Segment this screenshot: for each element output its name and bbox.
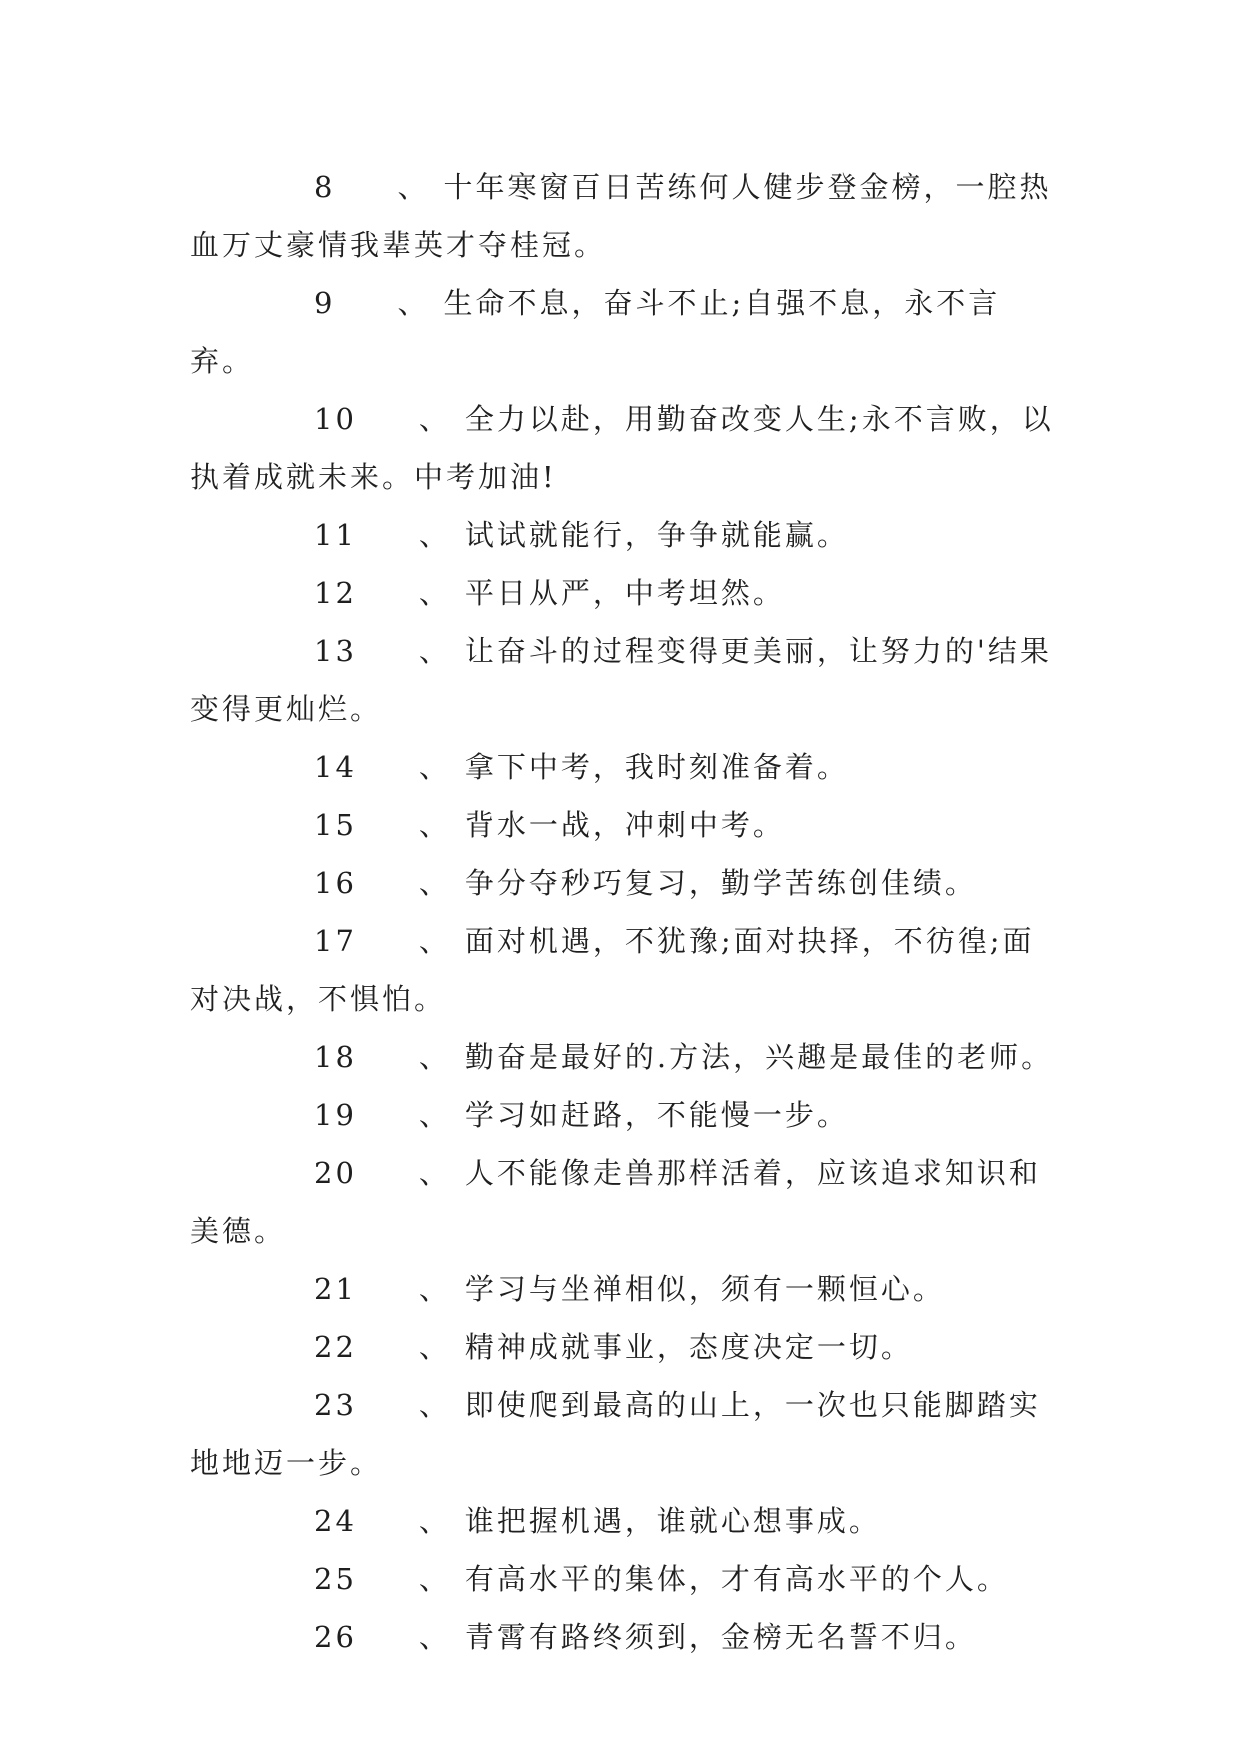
list-item (190, 274, 1056, 390)
item-separator: 、 (418, 576, 451, 610)
item-separator: 、 (418, 808, 451, 842)
item-separator: 、 (418, 866, 451, 900)
list-item (190, 796, 1056, 854)
list-item (190, 564, 1056, 622)
list-item (190, 1550, 1056, 1608)
item-text: 精神成就事业，态度决定一切。 (464, 1330, 913, 1364)
item-text: 谁把握机遇，谁就心想事成。 (464, 1504, 881, 1538)
item-number: 12 (314, 576, 357, 610)
item-separator: 、 (418, 1562, 451, 1596)
item-text: 争分夺秒巧复习，勤学苦练创佳绩。 (464, 866, 977, 900)
item-separator: 、 (418, 1156, 451, 1190)
list-item (190, 1608, 1056, 1666)
item-number: 19 (314, 1098, 357, 1132)
item-number: 9 (314, 286, 336, 320)
item-number: 25 (314, 1562, 357, 1596)
item-separator: 、 (418, 1504, 451, 1538)
item-text: 面对机遇，不犹豫;面对抉择，不彷徨;面对决战，不惧怕。 (190, 924, 1035, 1016)
list-item (190, 1086, 1056, 1144)
item-separator: 、 (397, 286, 430, 320)
item-text: 即使爬到最高的山上，一次也只能脚踏实地地迈一步。 (190, 1388, 1041, 1480)
item-separator: 、 (418, 924, 451, 958)
list-item (190, 1144, 1056, 1260)
list-item (190, 1318, 1056, 1376)
item-text: 生命不息，奋斗不止;自强不息，永不言弃。 (190, 286, 1001, 378)
list-item (190, 1260, 1056, 1318)
list-item (190, 1492, 1056, 1550)
item-text: 拿下中考，我时刻准备着。 (464, 750, 849, 784)
list-item (190, 622, 1056, 738)
slogan-list (190, 158, 1056, 1666)
item-number: 17 (314, 924, 357, 958)
item-number: 18 (314, 1040, 357, 1074)
list-item (190, 390, 1056, 506)
item-separator: 、 (418, 1272, 451, 1306)
item-separator: 、 (418, 518, 451, 552)
item-text: 十年寒窗百日苦练何人健步登金榜，一腔热血万丈豪情我辈英才夺桂冠。 (190, 170, 1052, 262)
item-number: 15 (314, 808, 357, 842)
item-separator: 、 (418, 1388, 451, 1422)
item-number: 10 (314, 402, 357, 436)
item-number: 13 (314, 634, 357, 668)
list-item (190, 854, 1056, 912)
item-text: 试试就能行，争争就能赢。 (464, 518, 849, 552)
item-text: 有高水平的集体，才有高水平的个人。 (464, 1562, 1009, 1596)
list-item (190, 1376, 1056, 1492)
list-item (190, 1028, 1056, 1086)
item-number: 23 (314, 1388, 357, 1422)
list-item (190, 738, 1056, 796)
item-number: 11 (314, 518, 357, 552)
list-item (190, 912, 1056, 1028)
item-separator: 、 (418, 1620, 451, 1654)
item-number: 22 (314, 1330, 357, 1364)
item-separator: 、 (397, 170, 430, 204)
item-text: 青霄有路终须到，金榜无名誓不归。 (464, 1620, 977, 1654)
item-number: 14 (314, 750, 357, 784)
list-item (190, 506, 1056, 564)
item-number: 16 (314, 866, 357, 900)
item-separator: 、 (418, 750, 451, 784)
item-text: 学习与坐禅相似，须有一颗恒心。 (464, 1272, 945, 1306)
item-number: 8 (314, 170, 336, 204)
item-number: 26 (314, 1620, 357, 1654)
item-separator: 、 (418, 634, 451, 668)
item-number: 21 (314, 1272, 357, 1306)
item-separator: 、 (418, 1098, 451, 1132)
item-text: 让奋斗的过程变得更美丽，让努力的'结果变得更灿烂。 (190, 634, 1052, 726)
item-text: 勤奋是最好的.方法，兴趣是最佳的老师。 (464, 1040, 1054, 1074)
item-text: 背水一战，冲刺中考。 (464, 808, 785, 842)
item-text: 全力以赴，用勤奋改变人生;永不言败，以执着成就未来。中考加油! (190, 402, 1054, 494)
item-separator: 、 (418, 402, 451, 436)
item-number: 24 (314, 1504, 357, 1538)
item-separator: 、 (418, 1330, 451, 1364)
item-separator: 、 (418, 1040, 451, 1074)
item-number: 20 (314, 1156, 357, 1190)
list-item (190, 158, 1056, 274)
item-text: 人不能像走兽那样活着，应该追求知识和美德。 (190, 1156, 1041, 1248)
item-text: 学习如赶路，不能慢一步。 (464, 1098, 849, 1132)
item-text: 平日从严，中考坦然。 (464, 576, 785, 610)
